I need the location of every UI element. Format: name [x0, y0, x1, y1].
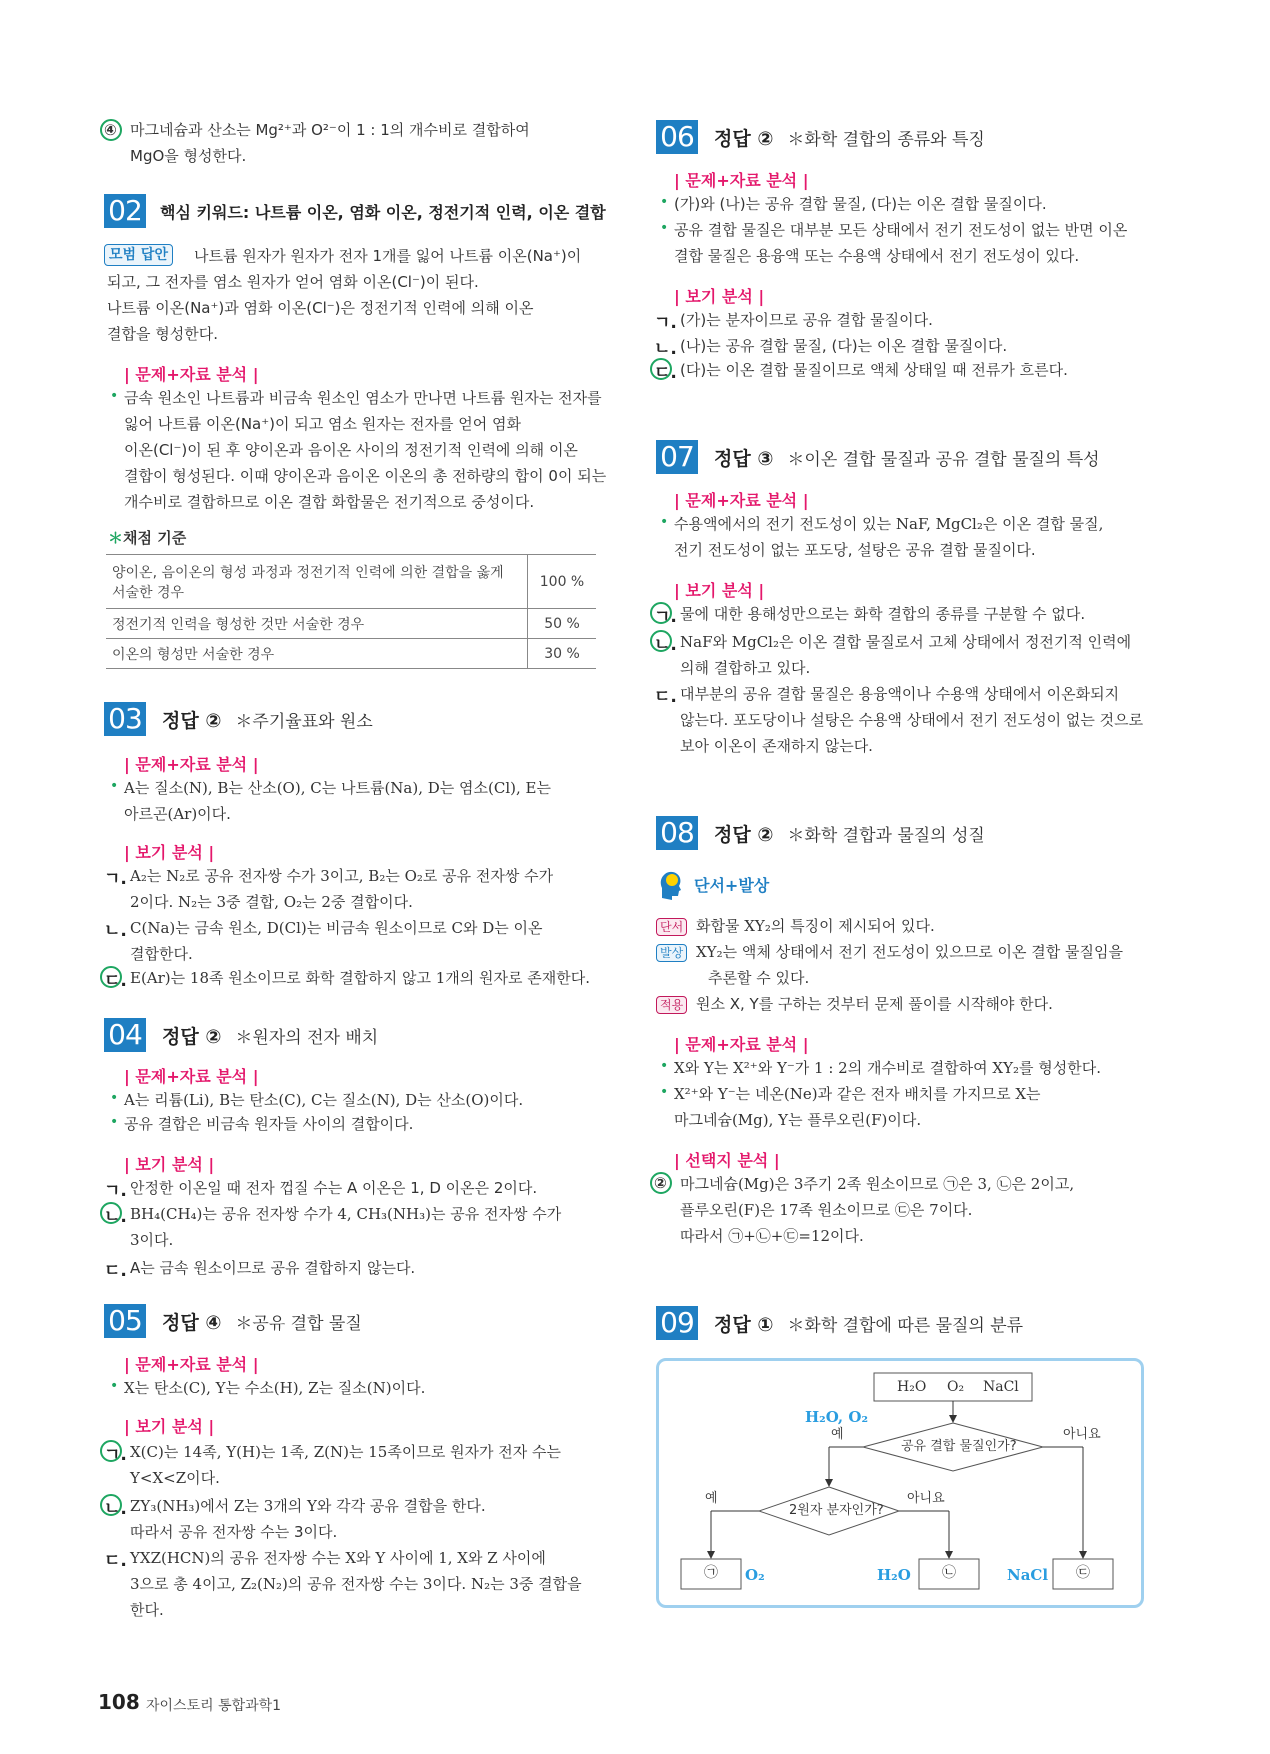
criteria-desc: 정전기적 인력을 형성한 것만 서술한 경우	[106, 609, 528, 639]
q8-c1-3: 따라서 ㉠+㉡+㉢=12이다.	[680, 1227, 864, 1245]
q2-keywords: 핵심 키워드: 나트륨 이온, 염화 이온, 정전기적 인력, 이온 결합	[160, 202, 606, 222]
criteria-pct: 50 %	[528, 609, 597, 639]
model-answer-badge: 모범 답안	[104, 244, 173, 266]
option-label-g: ㄱ.	[104, 1181, 127, 1201]
q6-analysis-title: | 문제+자료 분석 |	[674, 171, 809, 190]
option-label-n: ㄴ.	[654, 339, 677, 359]
q8-b2-2: 추론할 수 있다.	[708, 969, 810, 987]
q5-options-title: | 보기 분석 |	[124, 1417, 215, 1436]
q1-line-2: MgO을 형성한다.	[130, 147, 247, 165]
q7-analysis-title: | 문제+자료 분석 |	[674, 491, 809, 510]
q5-g3-1: YXZ(HCN)의 공유 전자쌍 수는 X와 Y 사이에 1, X와 Z 사이에	[130, 1549, 546, 1567]
bullet: •	[110, 1378, 119, 1394]
q5-g2-2: 따라서 공유 전자쌍 수는 3이다.	[130, 1523, 338, 1541]
q4-a1: A는 리튬(Li), B는 탄소(C), C는 질소(N), D는 산소(O)이다.	[124, 1091, 524, 1109]
q3-g3-1: E(Ar)는 18족 원소이므로 화학 결합하지 않고 1개의 원자로 존재한다.	[130, 969, 590, 987]
fc-o2-label: H₂O	[877, 1566, 911, 1584]
lightbulb-head-icon	[658, 868, 684, 902]
q4-header	[104, 1018, 378, 1052]
option-label-n: ㄴ.	[104, 1499, 127, 1519]
q8-analysis-title: | 문제+자료 분석 |	[674, 1035, 809, 1054]
criteria-desc	[106, 555, 528, 609]
q8-choice-title: | 선택지 분석 |	[674, 1151, 780, 1170]
question-number: 05	[104, 1304, 146, 1338]
option-label-d: ㄷ.	[104, 971, 127, 991]
topic: ＊원자의 전자 배치	[235, 1027, 379, 1048]
fc-o1: ㉠	[704, 1565, 718, 1581]
topic-text: 공유 결합 물질	[252, 1313, 362, 1334]
question-number: 03	[104, 702, 146, 736]
topic: ＊공유 결합 물질	[235, 1313, 362, 1334]
bullet: •	[660, 514, 669, 530]
q1-line-1: 마그네슘과 산소는 Mg²⁺과 O²⁻이 1 : 1의 개수비로 결합하여	[130, 121, 530, 139]
q6-g3: (다)는 이온 결합 물질이므로 액체 상태일 때 전류가 흐른다.	[680, 361, 1068, 379]
criteria-table	[106, 554, 596, 669]
model-line-3: 나트륨 이온(Na⁺)과 염화 이온(Cl⁻)은 정전기적 인력에 의해 이온	[107, 299, 534, 317]
q3-analysis-title: | 문제+자료 분석 |	[124, 755, 259, 774]
option-label-d: ㄷ.	[654, 363, 677, 383]
answer: 정답 ②	[162, 1025, 222, 1048]
question-number: 02	[104, 194, 146, 228]
q5-g1-1: X(C)는 14족, Y(H)는 1족, Z(N)는 15족이므로 원자가 전자 수는	[130, 1443, 562, 1461]
q5-header	[104, 1304, 362, 1338]
topic: ＊화학 결합과 물질의 성질	[787, 825, 985, 846]
option-label-n: ㄴ.	[654, 635, 677, 655]
fc-o3: ㉢	[1076, 1565, 1090, 1581]
fc-top-nacl: NaCl	[983, 1379, 1019, 1395]
topic: ＊화학 결합에 따른 물질의 분류	[787, 1315, 1024, 1336]
fc-q1-no: 아니요	[1063, 1427, 1101, 1442]
question-number: 04	[104, 1018, 146, 1052]
option-label-n: ㄴ.	[104, 1207, 127, 1227]
topic-text: 화학 결합의 종류와 특징	[804, 129, 985, 150]
criteria-desc: 이온의 형성만 서술한 경우	[106, 639, 528, 669]
question-number: 07	[656, 440, 698, 474]
answer: 정답 ③	[714, 447, 774, 470]
q6-a1: (가)와 (나)는 공유 결합 물질, (다)는 이온 결합 물질이다.	[674, 195, 1047, 213]
q7-a1-2: 전기 전도성이 없는 포도당, 설탕은 공유 결합 물질이다.	[674, 541, 1036, 559]
q8-marker: ②	[654, 1174, 667, 1192]
q6-options-title: | 보기 분석 |	[674, 287, 765, 306]
q3-a1-1: A는 질소(N), B는 산소(O), C는 나트륨(Na), D는 염소(Cl), E는	[124, 779, 551, 797]
q5-g3-3: 한다.	[130, 1601, 164, 1619]
fc-top-h2o: H₂O	[897, 1379, 927, 1395]
option-label-g: ㄱ.	[654, 607, 677, 627]
q7-g3-3: 보아 이온이 존재하지 않는다.	[680, 737, 873, 755]
answer: 정답 ②	[714, 823, 774, 846]
q9-header	[656, 1306, 1023, 1340]
q4-options-title: | 보기 분석 |	[124, 1155, 215, 1174]
criteria-pct: 30 %	[528, 639, 597, 669]
q2-analysis-1: 금속 원소인 나트륨과 비금속 원소인 염소가 만나면 나트륨 원자는 전자를	[124, 389, 602, 407]
model-line-4: 결합을 형성한다.	[107, 325, 218, 343]
q8-a1: X와 Y는 X²⁺와 Y⁻가 1 : 2의 개수비로 결합하여 XY₂를 형성한다.	[674, 1059, 1102, 1077]
q8-c1-2: 플루오린(F)은 17족 원소이므로 ㉢은 7이다.	[680, 1201, 973, 1219]
q3-g1-2: 2이다. N₂는 3중 결합, O₂는 2중 결합이다.	[130, 893, 413, 911]
fc-o2: ㉡	[942, 1565, 956, 1581]
q8-a2-2: 마그네슘(Mg), Y는 플루오린(F)이다.	[674, 1111, 922, 1129]
table-row	[106, 555, 596, 609]
bullet: •	[660, 1084, 669, 1100]
fc-o1-label: O₂	[745, 1566, 765, 1584]
q8-b1: 화합물 XY₂의 특징이 제시되어 있다.	[696, 917, 935, 935]
apply-badge: 적용	[656, 996, 687, 1014]
question-number: 06	[656, 120, 698, 154]
question-number: 08	[656, 816, 698, 850]
q7-g3-1: 대부분의 공유 결합 물질은 용융액이나 수용액 상태에서 이온화되지	[680, 685, 1120, 703]
option-label-n: ㄴ.	[104, 921, 127, 941]
q4-g2-2: 3이다.	[130, 1231, 174, 1249]
fc-q1: 공유 결합 물질인가?	[901, 1439, 1017, 1454]
answer: 정답 ①	[714, 1313, 774, 1336]
q5-g2-1: ZY₃(NH₃)에서 Z는 3개의 Y와 각각 공유 결합을 한다.	[130, 1497, 486, 1515]
q8-b3: 원소 X, Y를 구하는 것부터 문제 풀이를 시작해야 한다.	[696, 995, 1053, 1013]
q2-analysis-4: 결합이 형성된다. 이때 양이온과 음이온 이온의 총 전하량의 합이 0이 되는	[124, 467, 607, 485]
answer: 정답 ②	[162, 709, 222, 732]
table-row	[106, 639, 596, 669]
fc-q1-yes: 예	[831, 1427, 844, 1442]
q6-g2: (나)는 공유 결합 물질, (다)는 이온 결합 물질이다.	[680, 337, 1008, 355]
fc-o3-label: NaCl	[1007, 1566, 1049, 1584]
fc-q2: 2원자 분자인가?	[789, 1503, 884, 1518]
topic: ＊화학 결합의 종류와 특징	[787, 129, 985, 150]
q4-g3-1: A는 금속 원소이므로 공유 결합하지 않는다.	[130, 1259, 416, 1277]
criteria-title-text: 채점 기준	[123, 529, 187, 547]
q5-analysis-title: | 문제+자료 분석 |	[124, 1355, 259, 1374]
q2-header	[104, 194, 606, 228]
q3-g1-1: A₂는 N₂로 공유 전자쌍 수가 3이고, B₂는 O₂로 공유 전자쌍 수가	[130, 867, 554, 885]
topic-text: 화학 결합에 따른 물질의 분류	[804, 1315, 1024, 1336]
q5-g1-2: Y<X<Z이다.	[130, 1469, 220, 1487]
bullet: •	[110, 1114, 119, 1130]
bullet: •	[110, 388, 119, 404]
q7-g2-1: NaF와 MgCl₂은 이온 결합 물질로서 고체 상태에서 정전기적 인력에	[680, 633, 1132, 651]
fc-yes-label: H₂O, O₂	[805, 1408, 869, 1426]
q2-analysis-5: 개수비로 결합하므로 이온 결합 화합물은 전기적으로 중성이다.	[124, 493, 535, 511]
q7-options-title: | 보기 분석 |	[674, 581, 765, 600]
q6-a2-1: 공유 결합 물질은 대부분 모든 상태에서 전기 전도성이 없는 반면 이온	[674, 221, 1128, 239]
option-label-d: ㄷ.	[654, 687, 677, 707]
q8-header	[656, 816, 985, 850]
q3-g2-1: C(Na)는 금속 원소, D(Cl)는 비금속 원소이므로 C와 D는 이온	[130, 919, 543, 937]
bullet: •	[660, 194, 669, 210]
q6-a2-2: 결합 물질은 용융액 또는 수용액 상태에서 전기 전도성이 있다.	[674, 247, 1080, 265]
q8-a2-1: X²⁺와 Y⁻는 네온(Ne)과 같은 전자 배치를 가지므로 X는	[674, 1085, 1041, 1103]
page-number: 108	[98, 1690, 140, 1714]
model-line-1: 나트륨 원자가 원자가 전자 1개를 잃어 나트륨 이온(Na⁺)이	[194, 247, 582, 265]
q7-a1-1: 수용액에서의 전기 전도성이 있는 NaF, MgCl₂은 이온 결합 물질,	[674, 515, 1104, 533]
topic-text: 원자의 전자 배치	[252, 1027, 379, 1048]
q1-marker: ④	[104, 121, 117, 139]
criteria-pct: 100 %	[528, 555, 597, 609]
topic: ＊주기율표와 원소	[235, 711, 373, 732]
bullet: •	[660, 220, 669, 236]
answer: 정답 ④	[162, 1311, 222, 1334]
bullet: •	[660, 1058, 669, 1074]
q3-a1-2: 아르곤(Ar)이다.	[124, 805, 231, 823]
q3-g2-2: 결합한다.	[130, 945, 193, 963]
q7-header	[656, 440, 1100, 474]
topic-text: 이온 결합 물질과 공유 결합 물질의 특성	[804, 449, 1100, 470]
q2-analysis-title: | 문제+자료 분석 |	[124, 365, 259, 384]
q3-options-title: | 보기 분석 |	[124, 843, 215, 862]
q8-c1-1: 마그네슘(Mg)은 3주기 2족 원소이므로 ㉠은 3, ㉡은 2이고,	[680, 1175, 1075, 1193]
q5-g3-2: 3으로 총 4이고, Z₂(N₂)의 공유 전자쌍 수는 3이다. N₂는 3중 결합을	[130, 1575, 582, 1593]
fc-q2-yes: 예	[705, 1491, 718, 1506]
q7-g3-2: 않는다. 포도당이나 설탕은 수용액 상태에서 전기 전도성이 없는 것으로	[680, 711, 1144, 729]
q7-g2-2: 의해 결합하고 있다.	[680, 659, 811, 677]
option-label-g: ㄱ.	[104, 869, 127, 889]
question-number: 09	[656, 1306, 698, 1340]
criteria-title	[108, 528, 186, 548]
q6-g1: (가)는 분자이므로 공유 결합 물질이다.	[680, 311, 933, 329]
clue-title: 단서+발상	[694, 876, 770, 895]
q7-g1-1: 물에 대한 용해성만으로는 화학 결합의 종류를 구분할 수 없다.	[680, 605, 1086, 623]
criteria-desc-1: 양이온, 음이온의 형성 과정과 정전기적 인력에 의한 결합을 옳게	[112, 564, 504, 581]
q4-g1-1: 안정한 이온일 때 전자 껍질 수는 A 이온은 1, D 이온은 2이다.	[130, 1179, 538, 1197]
table-row	[106, 609, 596, 639]
flowchart-panel	[656, 1358, 1144, 1608]
topic-text: 화학 결합과 물질의 성질	[804, 825, 985, 846]
bullet: •	[110, 778, 119, 794]
asterisk-icon: ＊	[108, 529, 124, 547]
bullet: •	[110, 1090, 119, 1106]
book-title: 자이스토리 통합과학1	[146, 1698, 282, 1714]
q8-b2-1: XY₂는 액체 상태에서 전기 전도성이 있으므로 이온 결합 물질임을	[696, 943, 1123, 961]
answer: 정답 ②	[714, 127, 774, 150]
q4-analysis-title: | 문제+자료 분석 |	[124, 1067, 259, 1086]
topic: ＊이온 결합 물질과 공유 결합 물질의 특성	[787, 449, 1100, 470]
clue-badge: 단서	[656, 918, 687, 936]
option-label-g: ㄱ.	[104, 1445, 127, 1465]
q2-analysis-3: 이온(Cl⁻)이 된 후 양이온과 음이온 사이의 정전기적 인력에 의해 이온	[124, 441, 578, 459]
idea-badge: 발상	[656, 944, 687, 962]
topic-text: 주기율표와 원소	[252, 711, 373, 732]
q4-a2: 공유 결합은 비금속 원자들 사이의 결합이다.	[124, 1115, 414, 1133]
q5-a1: X는 탄소(C), Y는 수소(H), Z는 질소(N)이다.	[124, 1379, 426, 1397]
criteria-desc-2: 서술한 경우	[112, 584, 185, 601]
fc-top-o2: O₂	[947, 1379, 965, 1395]
q3-header	[104, 702, 373, 736]
option-label-d: ㄷ.	[104, 1551, 127, 1571]
model-line-2: 되고, 그 전자를 염소 원자가 얻어 염화 이온(Cl⁻)이 된다.	[107, 273, 479, 291]
q4-g2-1: BH₄(CH₄)는 공유 전자쌍 수가 4, CH₃(NH₃)는 공유 전자쌍 수가	[130, 1205, 562, 1223]
q6-header	[656, 120, 985, 154]
option-label-d: ㄷ.	[104, 1261, 127, 1281]
option-label-g: ㄱ.	[654, 313, 677, 333]
q2-analysis-2: 잃어 나트륨 이온(Na⁺)이 되고 염소 원자는 전자를 얻어 염화	[124, 415, 521, 433]
fc-q2-no: 아니요	[907, 1491, 945, 1506]
